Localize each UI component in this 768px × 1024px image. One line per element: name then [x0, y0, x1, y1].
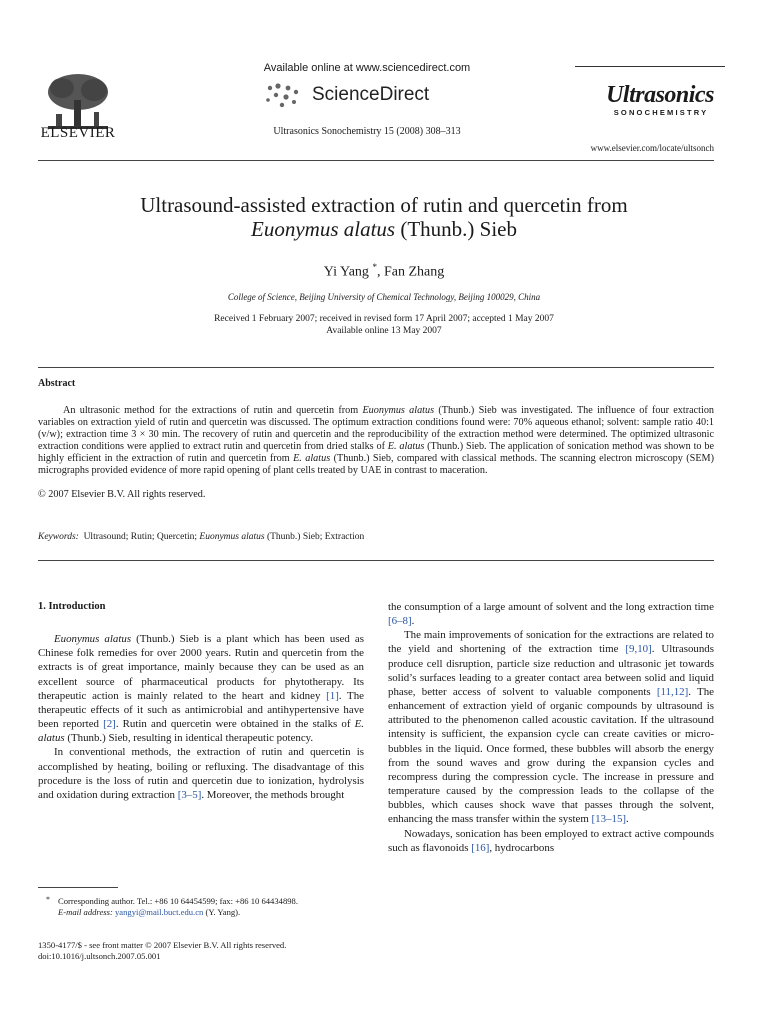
text-seg: . Rutin and quercetin were obtained in the stalks of	[115, 718, 355, 731]
available-date: Available online 13 May 2007	[326, 326, 442, 336]
footnote-contact: Corresponding author. Tel.: +86 10 64454599; fax: +86 10 64434898.	[58, 896, 298, 906]
title-species: Euonymus alatus	[251, 217, 396, 241]
title-line-2: (Thunb.) Sieb	[395, 217, 517, 241]
citation-link[interactable]: [6–8]	[388, 615, 412, 628]
left-column	[38, 600, 364, 802]
front-matter-info	[38, 940, 378, 962]
footnote-rule	[38, 887, 118, 888]
citation-link[interactable]: [11,12]	[656, 685, 689, 698]
author-1: Yi Yang	[323, 264, 373, 280]
keywords-species: Euonymus alatus	[199, 532, 265, 542]
doi-line[interactable]: doi:10.1016/j.ultsonch.2007.05.001	[38, 951, 161, 961]
email-link[interactable]: yangyi@mail.buct.edu.cn	[114, 907, 204, 917]
footnote	[38, 896, 378, 918]
affiliation: College of Science, Beijing University of Chemical Technology, Beijing 100029, China	[227, 292, 541, 302]
text-seg: the consumption of a large amount of solvent and the long extraction time	[388, 601, 714, 613]
journal-homepage[interactable]: www.elsevier.com/locate/ultsonch	[590, 143, 714, 153]
journal-citation: Ultrasonics Sonochemistry 15 (2008) 308–313	[273, 126, 461, 137]
text-seg: .	[411, 615, 415, 628]
text-seg: . Moreover, the methods brought	[201, 788, 345, 801]
abstract-seg: (Thunb.) Sieb, compared with classical methods. The scanning electron microscopy (SEM) micrographs provided evidence of more rapid opening of plant cells treated by UAE in contrast to maceration.	[38, 452, 714, 476]
footnote-body	[38, 896, 378, 918]
abstract-text	[38, 405, 714, 476]
keywords-label: Keywords:	[38, 532, 79, 542]
keywords-seg: (Thunb.) Sieb; Extraction	[264, 532, 365, 542]
abstract-heading: Abstract	[38, 378, 76, 389]
citation-link[interactable]: [13–15]	[591, 813, 627, 826]
species-name: Euonymus alatus	[54, 633, 132, 646]
header-rule	[38, 160, 714, 161]
intro-paragraph-2	[38, 745, 364, 802]
text-seg: . The therapeutic effects of it such as antimicrobial and antihypertensive have been reported	[38, 689, 364, 731]
journal-logo: Ultrasonics	[606, 82, 714, 108]
article-title	[60, 193, 708, 241]
sciencedirect-wordmark: ScienceDirect	[312, 84, 430, 105]
authors	[60, 262, 708, 281]
text-seg: In conventional methods, the extraction of rutin and quercetin is accomplished by heating, boiling or refluxing. The disadvantage of this procedure is the loss of rutin and quercetin due to ionization, hydrolysis and oxidation during extraction	[38, 746, 364, 801]
text-seg: (Thunb.) Sieb, resulting in identical therapeutic potency.	[64, 732, 314, 745]
text-seg: (Thunb.) Sieb is a plant which has been used as Chinese folk remedies for over 2000 years. Rutin and quercetin from the extracts is of great importance, mainly because they can be used as an excellent source of pharmaceutical products for phytotherapy. Its therapeutic action is mainly related to the heart and kidney	[38, 633, 364, 702]
abstract-rule-top	[38, 367, 714, 368]
intro-paragraph-3	[388, 628, 714, 826]
available-online: Available online at www.sciencedirect.com	[263, 62, 471, 74]
header-rule-right	[575, 66, 725, 67]
sciencedirect-logo	[262, 82, 472, 112]
citation-link[interactable]: [16]	[471, 841, 490, 854]
abstract-copyright: © 2007 Elsevier B.V. All rights reserved.	[38, 489, 206, 500]
author-2: , Fan Zhang	[376, 264, 445, 280]
citation-link[interactable]: [2]	[103, 718, 116, 731]
keywords	[38, 532, 714, 542]
sciencedirect-dots-icon	[262, 82, 308, 112]
email-rest: (Y. Yang).	[203, 907, 241, 917]
text-seg: Nowadays, sonication has been employed to extract active compounds such as flavonoids	[388, 827, 714, 854]
abstract-seg: (Thunb.) Sieb was investigated. The influence of four extraction variables on extraction yield of rutin and quercetin was discussed. The optimum extraction conditions found were: 70% aqueous ethanol; solvent: sample ratio 40:1 (v/w); extraction time 3 × 30 min. The recovery of rutin and quercetin and the reproducibility of the extraction method were determined. The optimized ultrasonic extraction conditions were applied to extract rutin and quercetin from dried stalks of	[38, 405, 715, 452]
abstract-seg: (Thunb.) Sieb. The application of sonication method was shown to be highly efficient in the extraction of rutin and quercetin from	[38, 440, 714, 464]
keywords-seg: Ultrasound; Rutin; Quercetin;	[78, 532, 200, 542]
intro-paragraph-4	[388, 827, 714, 855]
abstract-species: E. alatus	[293, 452, 331, 464]
citation-link[interactable]: [9,10]	[625, 643, 652, 656]
journal-logo-subtitle: SONOCHEMISTRY	[613, 108, 709, 117]
issn-line: 1350-4177/$ - see front matter © 2007 Elsevier B.V. All rights reserved.	[38, 940, 287, 950]
citation-link[interactable]: [3–5]	[177, 788, 202, 801]
received-dates: Received 1 February 2007; received in revised form 17 April 2007; accepted 1 May 2007	[214, 314, 554, 324]
publisher-name: ELSEVIER	[40, 125, 116, 141]
article-dates	[60, 313, 708, 337]
abstract-seg: An ultrasonic method for the extractions of rutin and quercetin from	[63, 405, 363, 416]
text-seg: , hydrocarbons	[489, 841, 555, 854]
abstract-rule-bottom	[38, 560, 714, 561]
email-label: E-mail address:	[58, 907, 113, 917]
title-line-1: Ultrasound-assisted extraction of rutin and quercetin from	[140, 193, 628, 217]
species-name: E. alatus	[38, 718, 364, 745]
footnote-mark: *	[46, 895, 50, 904]
intro-paragraph-1	[38, 632, 364, 745]
text-seg: . The enhancement of extraction yield of organic compounds by ultrasound is attributed to the phenomenon called acoustic cavitation. If the ultrasound intensity is sufficient, the expansion cycle can create cavities or micro-bubbles in the liquid. Once formed, these bubbles will absorb the energy from the sound waves and grow during the expansion cycles and recompress during the compression cycle. The increase in pressure and temperature caused by the compression leads to the collapse of the bubbles, which causes shock wave that passes through the solvent, enhancing the mass transfer within the system	[388, 685, 714, 826]
abstract-species: Euonymus alatus	[362, 405, 435, 416]
section-heading-introduction: 1. Introduction	[38, 601, 106, 612]
corresponding-mark[interactable]: *	[372, 262, 377, 272]
text-seg: . Ultrasounds produce cell disruption, particle size reduction and ultrasonic jet towards solid’s surfaces leading to a greater contact area between solid and liquid phase, better access of solvent to valuable components	[388, 643, 714, 698]
intro-paragraph-2-cont	[388, 600, 714, 628]
text-seg: The main improvements of sonication for the extractions are related to the yield and shortening of the extraction time	[388, 629, 714, 656]
text-seg: .	[626, 813, 629, 826]
abstract-species: E. alatus	[387, 440, 425, 452]
citation-link[interactable]: [1]	[326, 689, 339, 702]
right-column	[388, 600, 714, 855]
